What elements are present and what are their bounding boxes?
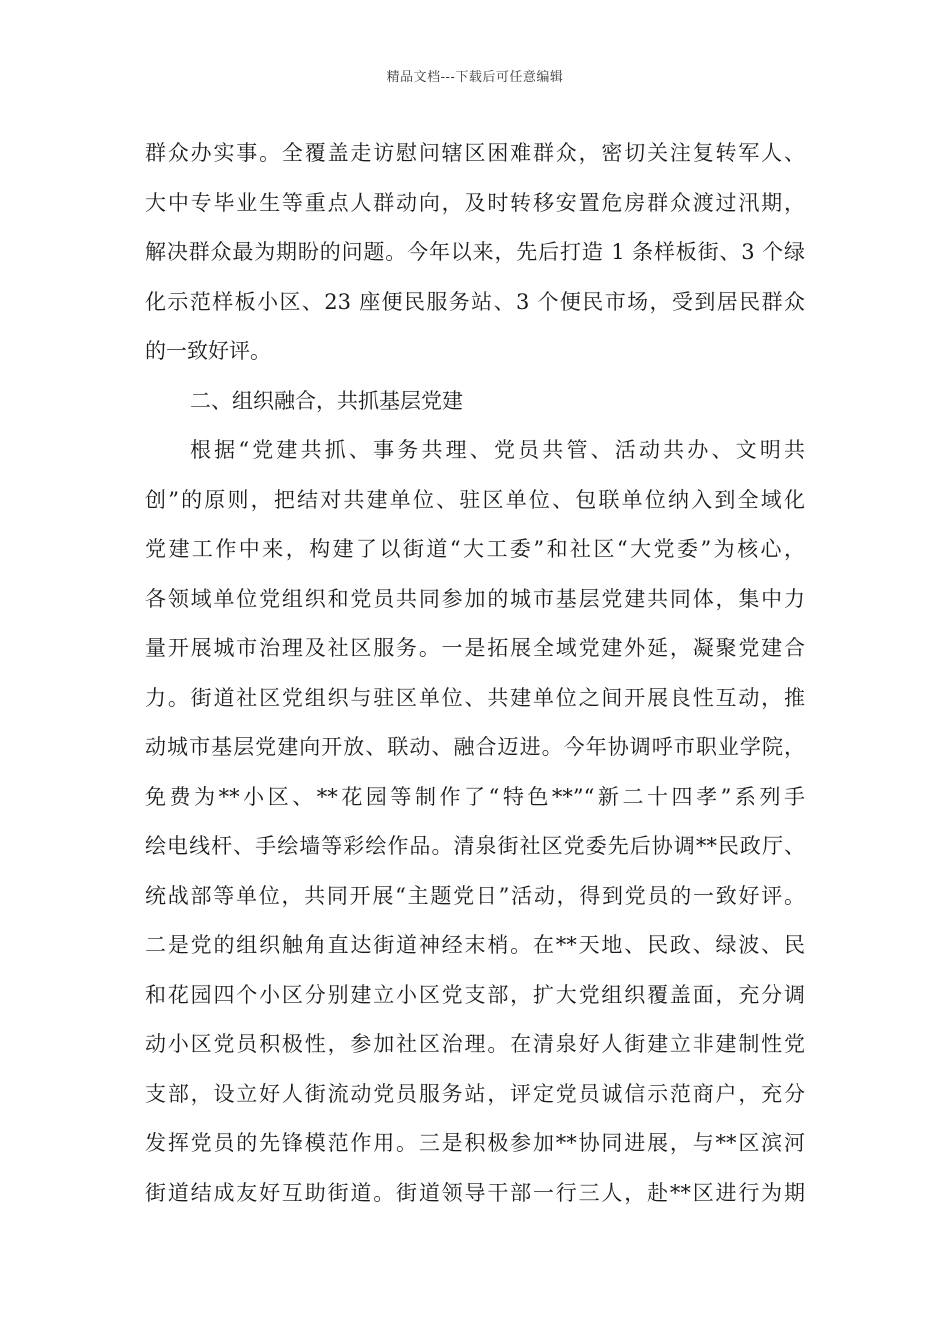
- text-line: 量开展城市治理及社区服务。一是拓展全域党建外延，凝聚党建合: [145, 636, 805, 660]
- text-line: 统战部等单位，共同开展“主题党日”活动，得到党员的一致好评。: [145, 884, 805, 908]
- text-line: 二是党的组织触角直达街道神经末梢。在**天地、民政、绿波、民: [145, 933, 805, 957]
- text-line: 化示范样板小区、23 座便民服务站、3 个便民市场，受到居民群众: [145, 290, 805, 314]
- text-line: 街道结成友好互助街道。街道领导干部一行三人，赴**区进行为期: [145, 1181, 805, 1205]
- text-line: 党建工作中来，构建了以街道“大工委”和社区“大党委”为核心，: [145, 537, 805, 561]
- text-line: 根据“党建共抓、事务共理、党员共管、活动共办、文明共: [190, 438, 805, 462]
- text-line: 支部，设立好人街流动党员服务站，评定党员诚信示范商户，充分: [145, 1082, 805, 1106]
- page-header: 精品文档---下载后可任意编辑: [386, 70, 564, 85]
- text-line: 力。街道社区党组织与驻区单位、共建单位之间开展良性互动，推: [145, 686, 805, 710]
- text-line: 创”的原则，把结对共建单位、驻区单位、包联单位纳入到全域化: [145, 488, 805, 512]
- text-line: 和花园四个小区分别建立小区党支部，扩大党组织覆盖面，充分调: [145, 983, 805, 1007]
- text-line: 绘电线杆、手绘墙等彩绘作品。清泉街社区党委先后协调**民政厅、: [145, 834, 805, 858]
- text-line: 各领域单位党组织和党员共同参加的城市基层党建共同体，集中力: [145, 587, 805, 611]
- section-heading: 二、组织融合，共抓基层党建: [190, 389, 463, 413]
- text-line: 解决群众最为期盼的问题。今年以来，先后打造 1 条样板街、3 个绿: [145, 240, 805, 264]
- text-line: 动城市基层党建向开放、联动、融合迈进。今年协调呼市职业学院，: [145, 735, 805, 759]
- text-line: 动小区党员积极性，参加社区治理。在清泉好人街建立非建制性党: [145, 1032, 805, 1056]
- text-line: 群众办实事。全覆盖走访慰问辖区困难群众，密切关注复转军人、: [145, 141, 805, 165]
- text-line: 发挥党员的先锋模范作用。三是积极参加**协同进展，与**区滨河: [145, 1131, 805, 1155]
- text-line: 的一致好评。: [145, 339, 271, 363]
- text-line: 大中专毕业生等重点人群动向，及时转移安置危房群众渡过汛期，: [145, 191, 805, 215]
- text-line: 免费为**小区、**花园等制作了“特色**”“新二十四孝”系列手: [145, 785, 805, 809]
